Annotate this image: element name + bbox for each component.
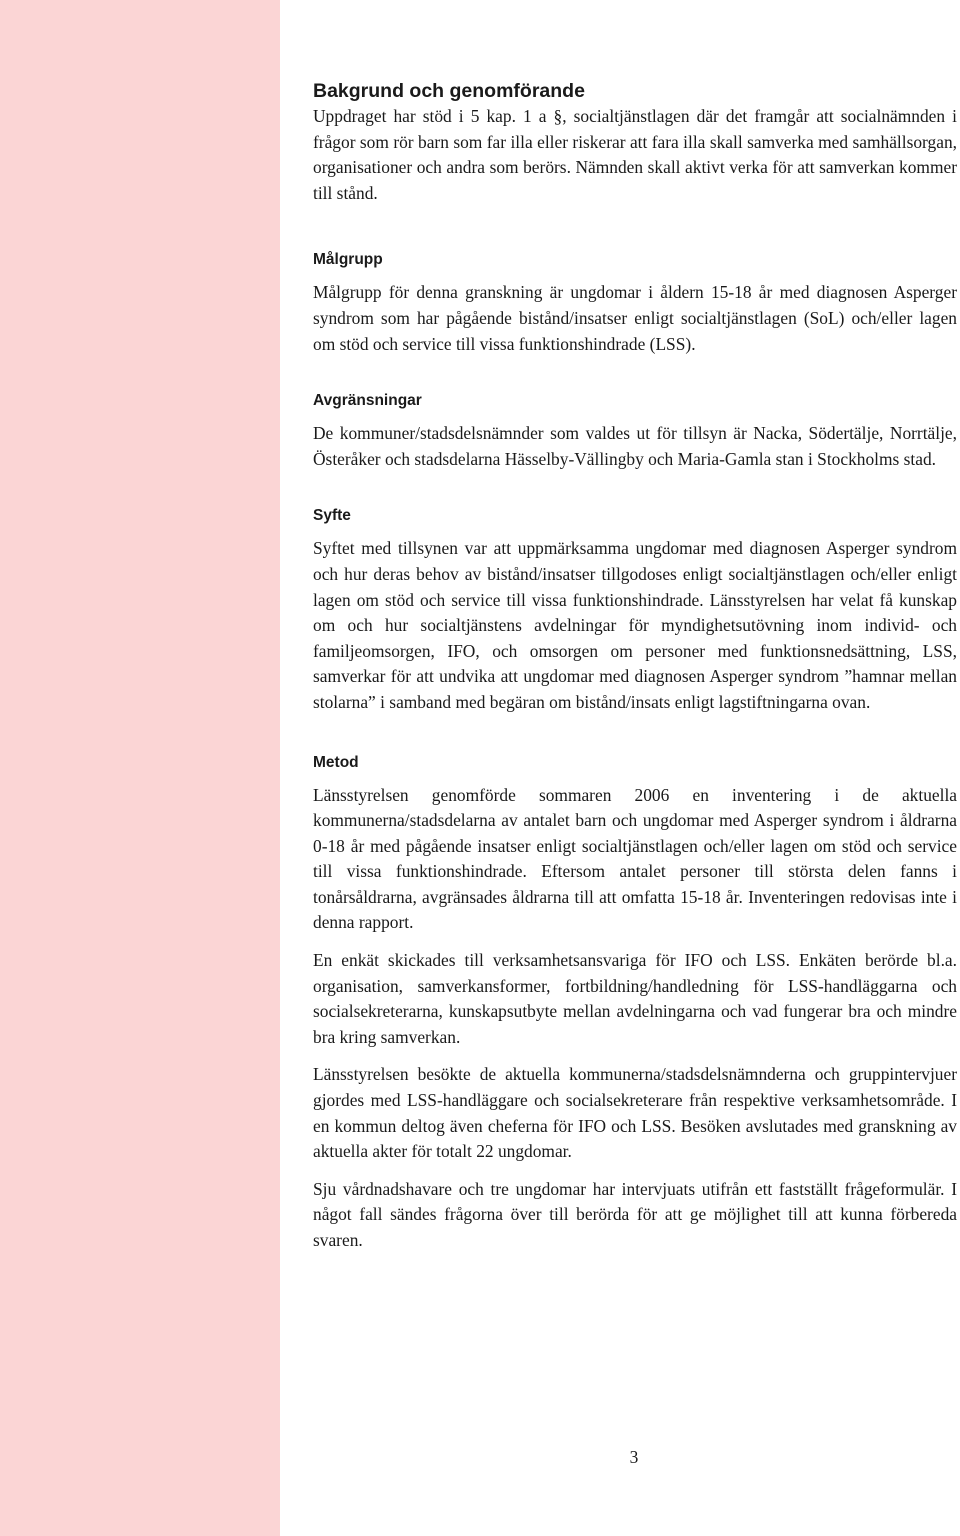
section-heading-malgrupp: Målgrupp [313,251,383,269]
section-avgransningar [313,390,957,472]
section-heading-bakgrund: Bakgrund och genomförande [313,80,585,102]
section-heading-avgransningar: Avgränsningar [313,392,422,410]
page-margin-band [0,0,280,1536]
paragraph-bakgrund: Uppdraget har stöd i 5 kap. 1 a §, socialtjänstlagen där det framgår att socialnämnden i frågor som rör barn som far illa eller riskerar att fara illa skall samverka med samhällsorgan, organisationer och andra som berörs. Nämnden skall aktivt verka för att samverkan kommer till stånd. [313,106,957,203]
section-heading-syfte: Syfte [313,507,351,525]
paragraph-metod-2: En enkät skickades till verksamhetsansvariga för IFO och LSS. Enkäten berörde bl.a. organisation, samverkansformer, fortbildning/handledning för LSS-handläggarna och socialsekreterarna, kunskapsutbyte mellan avdelningarna och vad fungerar bra och mindre bra kring samverkan. [313,950,957,1047]
paragraph-metod-1: Länsstyrelsen genomförde sommaren 2006 en inventering i de aktuella kommunerna/stadsdelarna av antalet barn och ungdomar med Asperger syndrom i åldrarna 0-18 år med pågående insatser enligt socialtjänstlagen och/eller lagen om stöd och service till vissa funktionshindrade. Eftersom antalet personer till största delen fanns i tonårsåldrarna, avgränsades åldrarna till att omfatta 15-18 år. Inventeringen redovisas inte i denna rapport. [313,784,957,933]
section-heading-metod: Metod [313,753,359,771]
section-metod [313,752,957,1254]
paragraph-metod-3: Länsstyrelsen besökte de aktuella kommunerna/stadsdelsnämnderna och gruppintervjuer gjordes med LSS-handläggare och socialsekreterare från respektive verksamhetsområde. I en kommun deltog även cheferna för IFO och LSS. Besöken avslutades med granskning av aktuella akter för totalt 22 ungdomar. [313,1064,957,1162]
page-number: 3 [629,1447,639,1467]
paragraph-malgrupp: Målgrupp för denna granskning är ungdomar i åldern 15-18 år med diagnosen Asperger syndrom som har pågående bistånd/insatser enligt socialtjänstlagen (SoL) och/eller lagen om stöd och service till vissa funktionshindrade (LSS). [313,282,957,354]
section-malgrupp [313,249,957,357]
section-bakgrund [313,78,957,206]
document-page [313,78,957,1254]
paragraph-syfte: Syftet med tillsynen var att uppmärksamma ungdomar med diagnosen Asperger syndrom och hur deras behov av bistånd/insatser tillgodoses enligt socialtjänstlagen och/eller enligt lagen om stöd och service till vissa funktionshindrade. Länsstyrelsen har velat få kunskap om och hur socialtjänstens avdelningar för myndighetsutövning inom individ- och familjeomsorgen, IFO, och omsorgen om personer med funktionsnedsättning, LSS, samverkar för att undvika att ungdomar med diagnosen Asperger syndrom ”hamnar mellan stolarna” i samband med begäran om bistånd/insats enligt lagstiftningarna ovan. [313,538,957,712]
paragraph-avgransningar: De kommuner/stadsdelsnämnder som valdes ut för tillsyn är Nacka, Södertälje, Norrtälje, Österåker och stadsdelarna Hässelby-Vällingby och Maria-Gamla stan i Stockholms stad. [313,423,957,469]
paragraph-metod-4: Sju vårdnadshavare och tre ungdomar har intervjuats utifrån ett fastställt frågeformulär. I något fall sändes frågorna över till berörda för att ge möjlighet till att kunna förbereda svaren. [313,1178,957,1250]
section-syfte [313,505,957,715]
